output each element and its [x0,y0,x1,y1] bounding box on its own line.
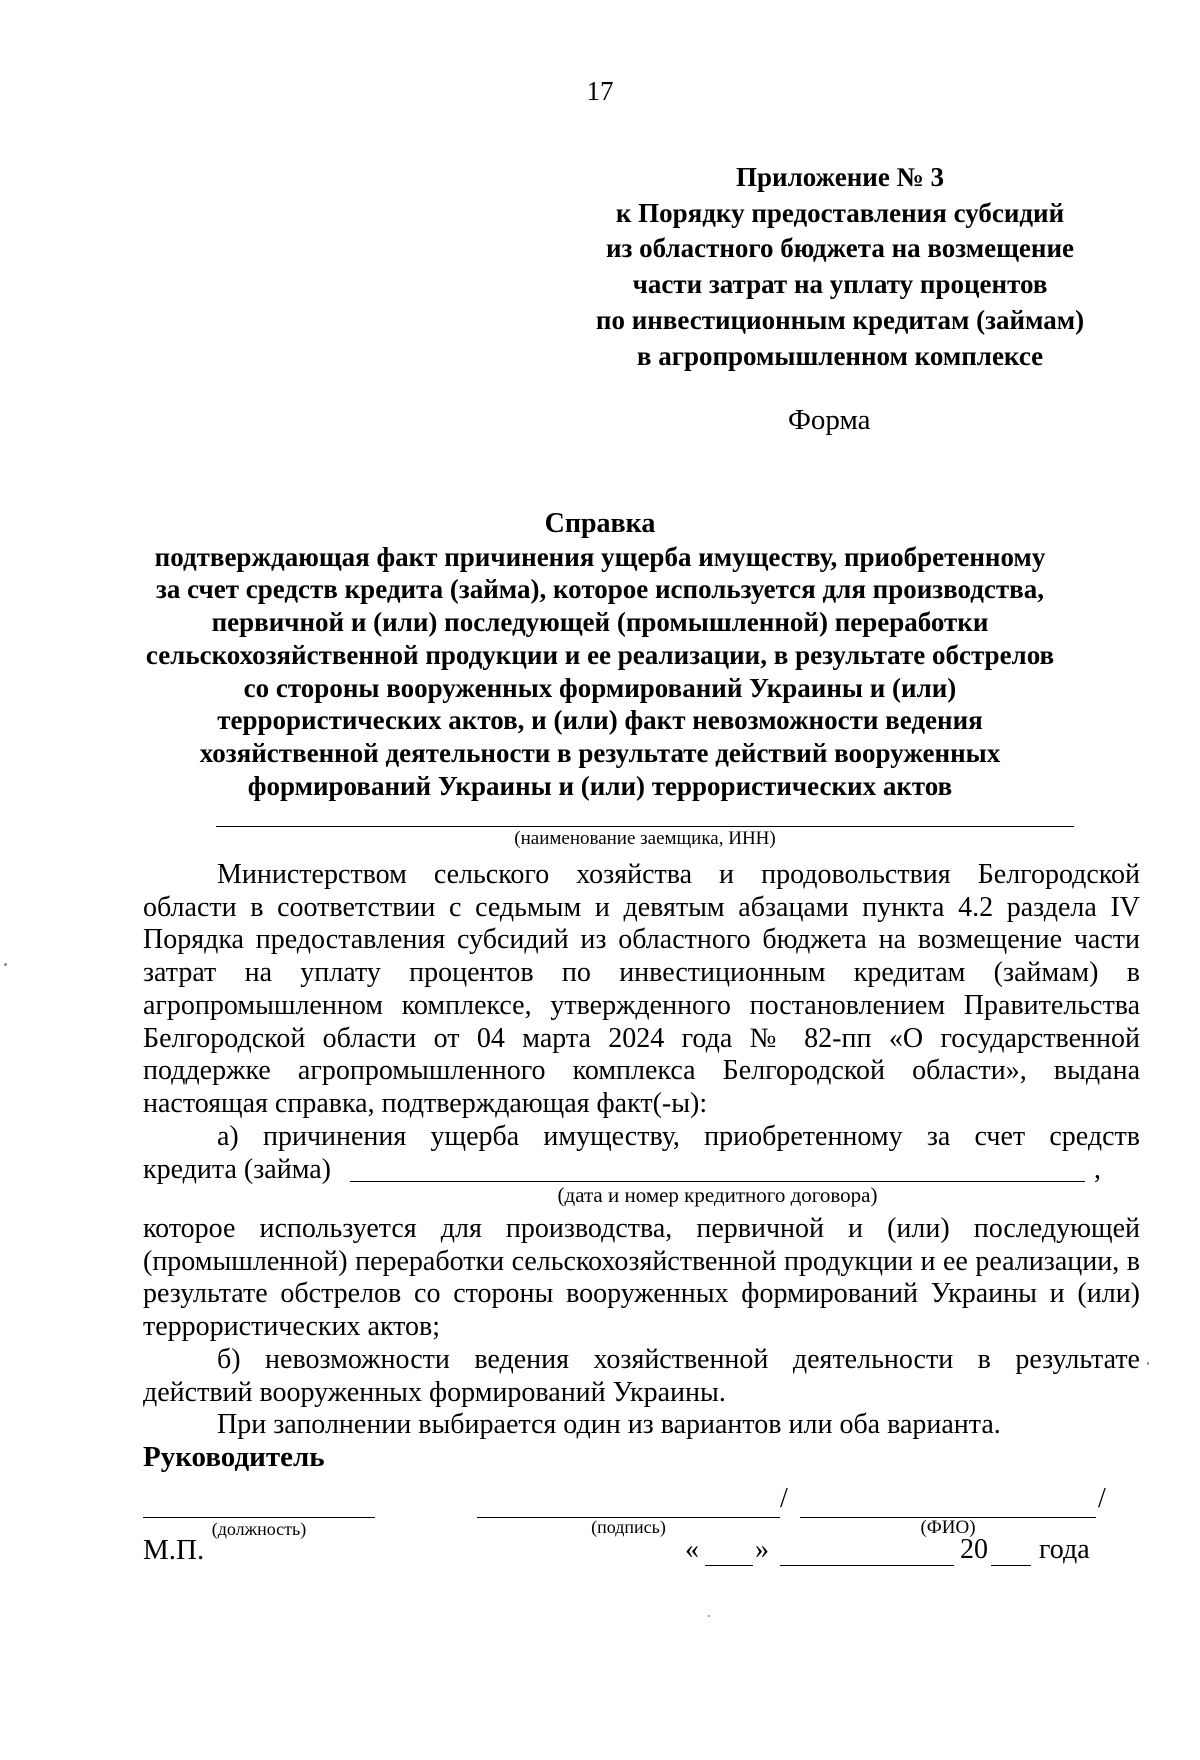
item-a-continuation: которое используется для производства, первичной и (или) последующей (промышленной) переработки сельскохозяйственной продукции и ее реализации, в результате обстрелов со стороны вооруженных формирований Украины и (или) террористических актов; [143,1213,1140,1343]
full-name-separator: / [1098,1483,1106,1514]
borrower-name-field[interactable] [216,826,1074,827]
appendix-line: в агропромышленном комплексе [636,340,1044,371]
borrower-caption: (наименование заемщика, ИНН) [514,828,776,849]
date-day-field[interactable] [705,1565,753,1566]
date-year-suffix: года [1039,1534,1090,1565]
item-a-comma: , [1094,1154,1101,1185]
item-a-credit-line [143,1154,331,1187]
signer-title: Руководитель [143,1441,325,1473]
position-caption: (должность) [211,1519,307,1539]
credit-contract-field[interactable] [350,1181,1085,1182]
contract-caption: (дата и номер кредитного договора) [557,1183,878,1207]
item-a-text: а) причинения ущерба имуществу, приобретенному за счет средств [217,1120,1140,1152]
appendix-header [560,160,1120,374]
date-year-field[interactable] [991,1565,1031,1566]
item-a-prefix: кредита (займа) [143,1154,331,1185]
scan-speck [4,963,7,966]
certificate-subtitle-line: со стороны вооруженных формирований Украины и (или) [243,672,957,703]
certificate-subtitle-line: сельскохозяйственной продукции и ее реализации, в результате обстрелов [145,639,1055,670]
full-name-caption: (ФИО) [920,1517,976,1538]
position-field[interactable] [143,1517,375,1518]
appendix-line: к Порядку предоставления субсидий [615,197,1065,228]
certificate-title: Справка [544,508,656,539]
intro-paragraph: Министерством сельского хозяйства и продовольствия Белгородской области в соответствии с седьмым и девятым абзацами пункта 4.2 раздела IV Порядка предоставления субсидий из областного бюджета на возмещение части затрат на уплату процентов по инвестиционным кредитам (займам) в агропромышленном комплексе, утвержденного постановлением Правительства Белгородской области от 04 марта 2024 года № 82-пп «О государственной поддержке агропромышленного комплекса Белгородской области», выдана настоящая справка, подтверждающая факт(-ы): [143,859,1140,1119]
date-quote-close: » [755,1534,769,1565]
certificate-subtitle-line: хозяйственной деятельности в результате действий вооруженных [199,737,1001,768]
certificate-subtitle-line: первичной и (или) последующей (промышленной) переработки [211,607,989,638]
date-quote-open: « [685,1534,699,1565]
certificate-subtitle-line: подтверждающая факт причинения ущерба имуществу, приобретенному [154,541,1046,572]
appendix-line: части затрат на уплату процентов [632,269,1048,300]
page-number: 17 [586,76,614,106]
certificate-subtitle-line: формирований Украины и (или) террористических актов [247,770,953,801]
scan-speck [1147,1362,1149,1365]
certificate-subtitle-line: за счет средств кредита (займа), которое используется для производства, [155,574,1045,605]
date-month-field[interactable] [780,1565,954,1566]
intro-paragraph-block [143,859,1140,1153]
stamp-place-label: М.П. [143,1534,205,1566]
certificate-title-block [140,508,1060,802]
appendix-line: из областного бюджета на возмещение [606,233,1074,264]
appendix-line: по инвестиционным кредитам (займам) [595,304,1085,335]
form-label: Форма [788,404,871,436]
certificate-subtitle-line: террористических актов, и (или) факт невозможности ведения [217,705,983,736]
note-text: При заполнении выбирается один из вариантов или оба варианта. [217,1409,1001,1441]
item-b-text: б) невозможности ведения хозяйственной деятельности в результате действий вооруженных формирований Украины. [143,1343,1140,1408]
date-year-prefix: 20 [960,1534,988,1565]
signature-caption: (подпись) [591,1517,666,1537]
appendix-line: Приложение № 3 [736,162,944,192]
signature-separator: / [780,1483,788,1514]
scan-speck [708,1615,710,1617]
continuation-block [143,1213,1140,1442]
